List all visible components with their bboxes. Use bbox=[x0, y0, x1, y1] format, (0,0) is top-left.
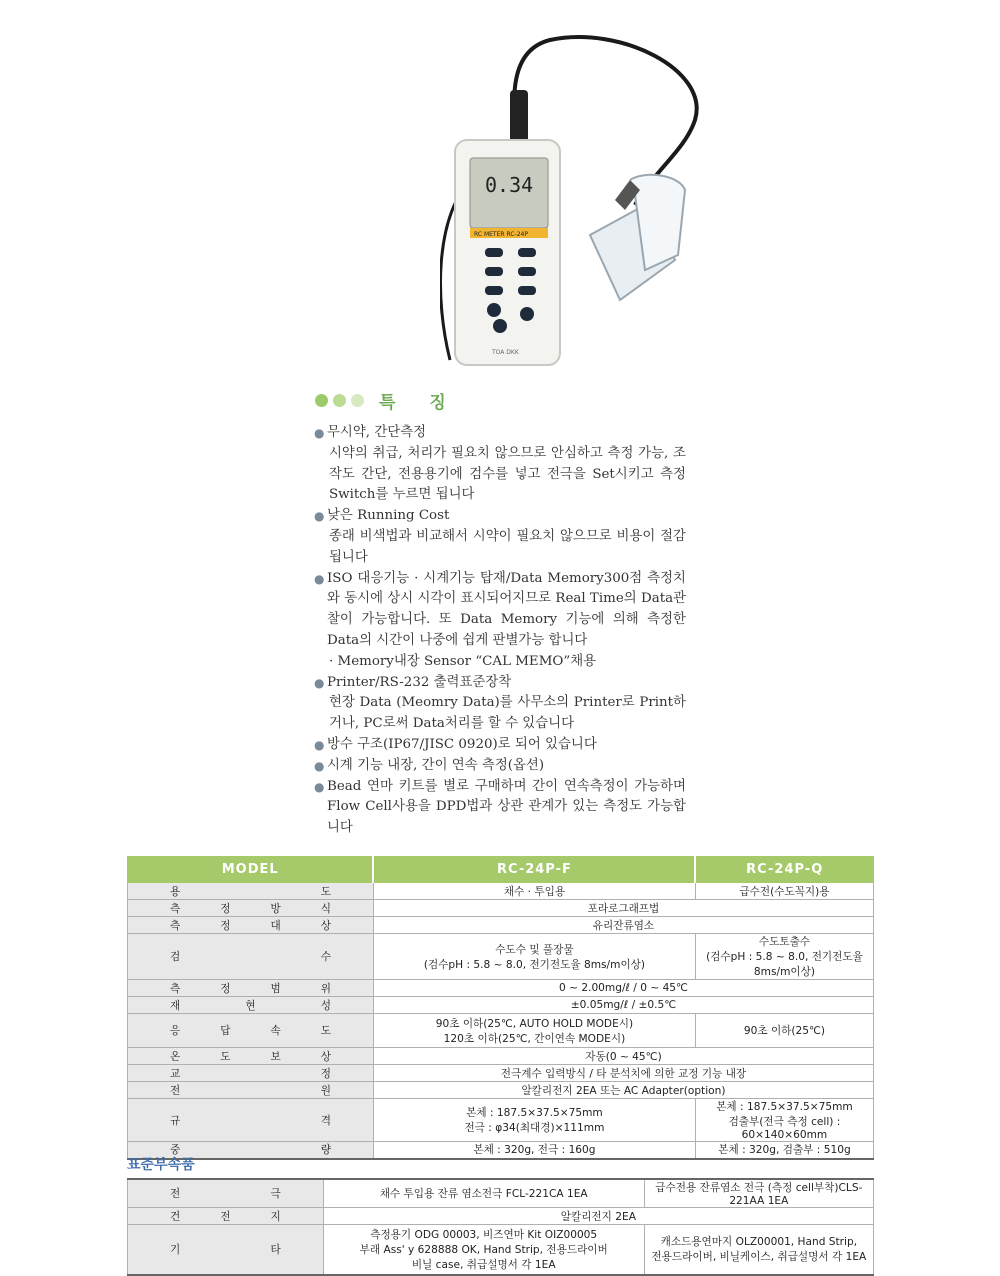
lcd-value: 0.34 bbox=[485, 173, 534, 197]
table-row: 응 답 속 도 90초 이하(25℃, AUTO HOLD MODE시) 120초 이하(25℃, 간이연속 MODE시) 90초 이하(25℃) bbox=[128, 1014, 874, 1048]
feature-item: ● 무시약, 간단측정 시약의 취급, 처리가 필요치 않으므로 안심하고 측정 가능, 조작도 간단, 전용용기에 검수를 넣고 전극을 Set시키고 측정 Switch를 누르면 됩니다 bbox=[314, 425, 686, 503]
brand-mark: TOA DKK bbox=[492, 349, 519, 356]
row-label: 교 정 bbox=[170, 1067, 331, 1080]
meter-label: RC METER RC-24P bbox=[474, 231, 528, 238]
table-row: 용 도 채수 · 투입용 급수전(수도꼭지)용 bbox=[128, 883, 874, 900]
bullet-icon: ● bbox=[314, 426, 325, 440]
features-heading bbox=[315, 388, 460, 412]
row-label: 건 전 지 bbox=[170, 1210, 281, 1223]
row-label: 측 정 대 상 bbox=[170, 919, 331, 932]
bullet-icon: ● bbox=[314, 571, 325, 586]
row-label: 검 수 bbox=[170, 951, 331, 963]
accessories-title: 표준부속품 bbox=[127, 1157, 195, 1173]
row-label: 응 답 속 도 bbox=[170, 1025, 331, 1037]
row-label: 기 타 bbox=[170, 1243, 281, 1256]
feature-item: ● Bead 연마 키트를 별로 구매하며 간이 연속측정이 가능하며 Flow Cell사용을 DPD법과 상관 관계가 있는 측정도 가능합니다 bbox=[314, 777, 686, 839]
table-row: 전 원 알칼리전지 2EA 또는 AC Adapter(option) bbox=[128, 1082, 874, 1099]
feature-item: ● 방수 구조(IP67/JISC 0920)로 되어 있습니다 bbox=[314, 735, 686, 756]
table-row: 기 타 측정용기 ODG 00003, 비즈연마 Kit OIZ00005 부래 Ass' y 628888 OK, Hand Strip, 전용드라이버 비닐 case, 취급설명서 각 1EA 캐소드용연마지 OLZ00001, Hand Strip, 전용드라이버, 비닐케이스, 취급설명서 각 1EA bbox=[128, 1225, 874, 1275]
row-label: 측 정 범 위 bbox=[170, 982, 331, 995]
row-label: 온 도 보 상 bbox=[170, 1050, 331, 1063]
spec-header-row: MODEL RC-24P-F RC-24P-Q bbox=[128, 857, 874, 883]
table-row: 재 현 성 ±0.05mg/ℓ / ±0.5℃ bbox=[128, 997, 874, 1014]
row-label: 규 격 bbox=[170, 1114, 331, 1127]
bullet-icon: ● bbox=[314, 509, 325, 524]
table-row: 측 정 대 상 유리잔류염소 bbox=[128, 917, 874, 934]
spec-table bbox=[127, 856, 874, 1160]
bullet-icon: ● bbox=[314, 737, 325, 752]
table-row: 중 량 본체 : 320g, 전극 : 160g 본체 : 320g, 검출부 : 510g bbox=[128, 1142, 874, 1159]
row-label: 재 현 성 bbox=[170, 999, 331, 1012]
table-row: 측 정 방 식 포라로그래프법 bbox=[128, 900, 874, 917]
table-row: 규 격 본체 : 187.5×37.5×75mm 전극 : φ34(최대경)×111mm 본체 : 187.5×37.5×75mm 검출부(전극 측정 cell) : 60×140×60mm bbox=[128, 1099, 874, 1142]
table-row: 검 수 수도수 및 풀장물 (검수pH : 5.8 ~ 8.0, 전기전도율 8ms/m이상) 수도토출수 (검수pH : 5.8 ~ 8.0, 전기전도율 8ms/m이상) bbox=[128, 934, 874, 980]
feature-item: ● 시계 기능 내장, 간이 연속 측정(옵션) bbox=[314, 756, 686, 777]
row-label: 용 도 bbox=[170, 885, 331, 898]
row-label: 중 량 bbox=[170, 1144, 331, 1157]
row-label: 전 극 bbox=[170, 1188, 281, 1200]
green-dot-icon bbox=[351, 394, 364, 407]
table-row: 측 정 범 위 0 ~ 2.00mg/ℓ / 0 ~ 45℃ bbox=[128, 980, 874, 997]
green-dot-icon bbox=[333, 394, 346, 407]
bullet-icon: ● bbox=[314, 675, 325, 690]
features-list bbox=[314, 423, 686, 839]
green-dot-icon bbox=[315, 394, 328, 407]
bullet-icon: ● bbox=[314, 779, 325, 794]
row-label: 전 원 bbox=[170, 1084, 331, 1097]
table-row: 전 극 채수 투입용 잔류 염소전극 FCL-221CA 1EA 급수전용 잔류염소 전극 (측정 cell부착)CLS-221AA 1EA bbox=[128, 1179, 874, 1208]
feature-item: ● ISO 대응기능 · 시계기능 탑재/Data Memory300점 측정치와 동시에 상시 시각이 표시되어지므로 Real Time의 Data관찰이 가능합니다. 또 Data Memory 기능에 의해 측정한 Data의 시간이 나중에 쉽게 판별가능 합니다 · Memory내장 Sensor “CAL MEMO”채용 bbox=[314, 570, 686, 669]
feature-item: ● Printer/RS-232 출력표준장착 현장 Data (Meomry Data)를 사무소의 Printer로 Print하거나, PC로써 Data처리를 할 수 있습니다 bbox=[314, 674, 686, 732]
row-label: 측 정 방 식 bbox=[170, 902, 331, 915]
table-row: 건 전 지 알칼리전지 2EA bbox=[128, 1208, 874, 1225]
accessories-table bbox=[127, 1178, 874, 1276]
bullet-icon: ● bbox=[314, 758, 325, 773]
table-row: 교 정 전극계수 입력방식 / 타 분석치에 의한 교정 기능 내장 bbox=[128, 1065, 874, 1082]
table-row: 온 도 보 상 자동(0 ~ 45℃) bbox=[128, 1048, 874, 1065]
product-photo bbox=[440, 30, 720, 375]
feature-item: ● 낮은 Running Cost 종래 비색법과 비교해서 시약이 필요치 않으므로 비용이 절감됩니다 bbox=[314, 508, 686, 565]
features-title: 특 징 bbox=[379, 392, 460, 413]
